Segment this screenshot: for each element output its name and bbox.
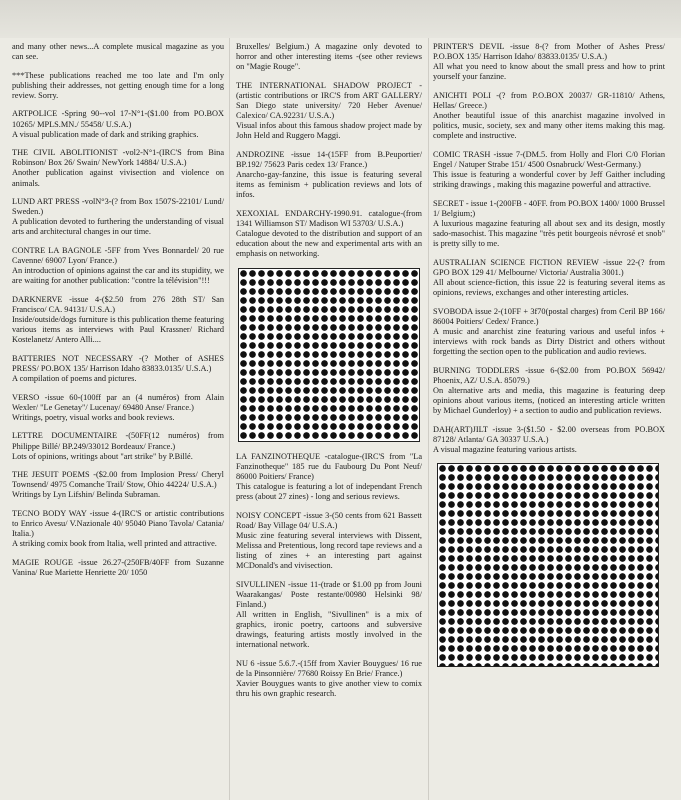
review-entry bbox=[433, 91, 665, 141]
entry-title: DARKNERVE -issue 4-($2.50 from 276 28th ST/ San Francisco/ CA. 94131/ U.S.A.) bbox=[12, 294, 224, 314]
column-middle-top bbox=[236, 42, 422, 259]
entry-body: A luxurious magazine featuring all about sex and its design, mostly sado-masochist. This magazine "très petit bourgeois névrosé et snob" is pretty silly to me. bbox=[433, 218, 665, 249]
review-entry bbox=[236, 150, 422, 200]
review-entry bbox=[236, 42, 422, 72]
entry-title: ANICHTI POLI -(? from P.O.BOX 20037/ GR-11810/ Athens, Hellas/ Greece.) bbox=[433, 90, 665, 110]
review-entry bbox=[12, 42, 224, 62]
entry-body: Writings by Lyn Lifshin/ Belinda Subraman. bbox=[12, 490, 161, 500]
entry-title: NU 6 -issue 5.6.7.-(15ff from Xavier Bouygues/ 16 rue de la Pinsonnière/ 77680 Roissy En Brie/ France.) bbox=[236, 658, 422, 679]
entry-body: All written in English, "Sivullinen" is a mix of graphics, ironic poetry, cartoons and subversive drawings, featuring artists mostly involved in the international network. bbox=[236, 610, 422, 650]
review-entry bbox=[12, 431, 224, 461]
entry-title: COMIC TRASH -issue 7-(DM.5. from Holly and Flori C/0 Florian Engel / Natuper Strabe 151/ 4500 Osnabruck/ West-Germany.) bbox=[433, 149, 665, 169]
review-entry bbox=[433, 258, 665, 298]
entry-body: Lots of opinions, writings about "art strike" by P.Billé. bbox=[12, 451, 193, 461]
review-entry bbox=[12, 470, 224, 500]
entry-body: Xavier Bouygues wants to give another view to comix thru his own graphic research. bbox=[236, 679, 422, 699]
entry-title: BURNING TODDLERS -issue 6-($2.00 from PO.BOX 56942/ Phoenix, AZ/ U.S.A. 85079.) bbox=[433, 365, 665, 385]
entry-title: CONTRE LA BAGNOLE -5FF from Yves Bonnardel/ 20 rue Cavenne/ 69007 Lyon/ France.) bbox=[12, 246, 224, 266]
entry-title: AUSTRALIAN SCIENCE FICTION REVIEW -issue 22-(? from GPO BOX 129 41/ Melbourne/ Victoria/ Australia 3001.) bbox=[433, 257, 665, 277]
entry-title: NOISY CONCEPT -issue 3-(50 cents from 621 Bassett Road/ Bay Village 04/ U.S.A.) bbox=[236, 510, 422, 530]
entry-title: MAGIE ROUGE -issue 26.27-(250FB/40FF from Suzanne Vanina/ Rue Mariette Henriette 20/ 1050 bbox=[12, 557, 224, 577]
entry-body: On alternative arts and media, this magazine is featuring deep opinions about various items, (noticed an interesting article written by Michael Gunderloy) + a section to audio and publication reviews. bbox=[433, 385, 665, 415]
column-gutter bbox=[428, 38, 429, 800]
review-entry bbox=[12, 148, 224, 188]
entry-body: Bruxelles/ Belgium.) A magazine only devoted to horror and other interesting items -(see other reviews on "Magie Rouge". bbox=[236, 42, 422, 72]
review-entry bbox=[433, 366, 665, 416]
entry-body: A visual magazine featuring various artists. bbox=[433, 444, 577, 454]
column-middle-bottom bbox=[236, 452, 422, 700]
entry-title: LA FANZINOTHEQUE -catalogue-(IRC'S from "La Fanzinotheque" 185 rue du Faubourg Du Pont Neuf/ 86000 Poitiers/ France) bbox=[236, 451, 422, 481]
entry-title: ARTPOLICE -Spring 90--vol 17-N°1-($1.00 from PO.BOX 10265/ MPLS.MN./ 55458/ U.S.A.) bbox=[12, 109, 224, 129]
review-entry bbox=[12, 354, 224, 384]
entry-body: Visual infos about this famous shadow project made by John Held and Ruggero Maggi. bbox=[236, 121, 422, 141]
review-entry bbox=[12, 393, 224, 423]
entry-title: ANDROZINE -issue 14-(15FF from B.Peuportier/ BP.192/ 75623 Paris cedex 13/ France.) bbox=[236, 149, 422, 169]
entry-body: All about science-fiction, this issue 22 is featuring several items as opinions, reviews, exchanges and other interesting articles. bbox=[433, 277, 665, 297]
checkerboard-image bbox=[437, 463, 659, 667]
entry-body: This issue is featuring a wonderful cover by Jeff Gaither including striking drawings , making this magazine powerful and attractive. bbox=[433, 170, 665, 190]
entry-body: A visual publication made of dark and striking graphics. bbox=[12, 129, 199, 139]
review-entry bbox=[236, 580, 422, 651]
entry-title: LUND ART PRESS -volN°3-(? from Box 1507S-22101/ Lund/ Sweden.) bbox=[12, 197, 224, 217]
review-entry bbox=[236, 511, 422, 572]
review-entry bbox=[236, 81, 422, 142]
entry-title: PRINTER'S DEVIL -issue 8-(? from Mother of Ashes Press/ P.O.BOX 135/ Harrison Idaho/ 83833.0135/ U.S.A.) bbox=[433, 42, 665, 62]
entry-title: LETTRE DOCUMENTAIRE -(50FF(12 numéros) from Philippe Billé/ BP.249/33012 Bordeaux/ France.) bbox=[12, 431, 224, 451]
entry-body: An introduction of opinions against the car and its stupidity, we are waiting for another publication: "contre la télévision"!!! bbox=[12, 266, 224, 286]
review-entry bbox=[433, 199, 665, 249]
entry-body: and many other news...A complete musical magazine as you can see. bbox=[12, 42, 224, 62]
entry-body: This catalogue is featuring a lot of independant French press (about 27 zines) - long and serious reviews. bbox=[236, 482, 422, 502]
entry-body: ***These publications reached me too late and I'm only publishing their addresses, not getting enough time for a long review. Sorry. bbox=[12, 70, 224, 100]
review-entry bbox=[12, 295, 224, 345]
entry-body: A compilation of poems and pictures. bbox=[12, 374, 137, 384]
review-entry bbox=[236, 659, 422, 699]
entry-body: Inside/outside/dogs furniture is this publication theme featuring various items as interviews with Paul Krassner/ Richard Kostelanetz/ Antero Alli.... bbox=[12, 315, 224, 345]
entry-body: Another publication against vivisection and violence on animals. bbox=[12, 168, 224, 188]
entry-title: SVOBODA issue 2-(10FF + 3f70(postal charges) from Ceril BP 166/ 86004 Poitiers/ Cedex/ France.) bbox=[433, 306, 665, 326]
checkerboard-image bbox=[238, 268, 420, 442]
column-gutter bbox=[229, 38, 230, 800]
entry-title: SIVULLINEN -issue 11-(trade or $1.00 pp from Jouni Waarakangas/ Poste restante/00980 Helsinki 98/ Finland.) bbox=[236, 579, 422, 609]
entry-title: THE CIVIL ABOLITIONIST -vol2-N°1-(IRC'S from Bina Robinson/ Box 26/ Swain/ NewYork 14884/ U.S.A.) bbox=[12, 148, 224, 168]
review-entry bbox=[12, 558, 224, 578]
review-entry bbox=[12, 246, 224, 286]
column-right-entries bbox=[433, 42, 665, 455]
column-left bbox=[12, 42, 224, 587]
entry-body: A music and anarchist zine featuring various and useful infos + interviews with rock bands as Dirty District and others without forgetting the section open to the publication and audio reviews. bbox=[433, 326, 665, 356]
entry-body: A publication devoted to furthering the understanding of visual arts and architectural changes in our time. bbox=[12, 217, 224, 237]
entry-title: THE INTERNATIONAL SHADOW PROJECT -(artistic contributions or IRC'S from ART GALLERY/ San Diego state university/ 720 Heber Avenue/ Calexico/ CA.92231/ U.S.A.) bbox=[236, 80, 422, 121]
review-entry bbox=[236, 452, 422, 502]
entry-body: Catalogue devoted to the distribution and support of an education about the new and experimental arts with an emphasis on networking. bbox=[236, 229, 422, 259]
entry-title: SECRET - issue 1-(200FB - 40FF. from PO.BOX 1400/ 1000 Brussel 1/ Belgium;) bbox=[433, 198, 665, 218]
entry-title: VERSO -issue 60-(100ff par an (4 numéros) from Alain Wexler/ "Le Genetay"/ Lucenay/ 69480 Anse/ France.) bbox=[12, 392, 224, 412]
entry-title: XEXOXIAL ENDARCHY-1990.91. catalogue-(from 1341 Williamson ST/ Madison WI 53703/ U.S.A.) bbox=[236, 208, 422, 228]
review-entry bbox=[12, 197, 224, 237]
entry-title: TECNO BODY WAY -issue 4-(IRC'S or artistic contributions to Enrico Avesu/ V.Nazionale 40/ 95040 Piano Tavola/ Catania/ Italia.) bbox=[12, 508, 224, 539]
entry-body: Anarcho-gay-fanzine, this issue is featuring several items as feminism + publication reviews and lots of infos. bbox=[236, 170, 422, 200]
review-entry bbox=[12, 109, 224, 139]
column-right bbox=[433, 42, 665, 667]
entry-body: All what you need to know about the small press and how to print yourself your fanzine. bbox=[433, 62, 665, 82]
entry-body: Music zine featuring several interviews with Dissent, Melissa and Pretentious, long record tape reviews and a listing of zines + an interesting part against MCDonald's and vivisection. bbox=[236, 530, 422, 571]
entry-body: Another beautiful issue of this anarchist magazine involved in politics, music, society, sex and many other items making this mag. complete and instructive. bbox=[433, 111, 665, 141]
scanned-header-strip bbox=[0, 0, 681, 38]
review-entry bbox=[12, 509, 224, 549]
column-middle bbox=[236, 42, 422, 708]
review-entry bbox=[433, 425, 665, 455]
entry-body: Writings, poetry, visual works and book reviews. bbox=[12, 412, 175, 422]
review-entry bbox=[236, 209, 422, 259]
review-entry bbox=[433, 150, 665, 190]
entry-body: A striking comix book from Italia, well printed and attractive. bbox=[12, 539, 217, 549]
review-entry bbox=[12, 71, 224, 101]
review-entry bbox=[433, 42, 665, 82]
review-entry bbox=[433, 307, 665, 357]
entry-title: BATTERIES NOT NECESSARY -(? Mother of ASHES PRESS/ PO.BOX 135/ Harrison Idaho 83833.0135/ U.S.A.) bbox=[12, 353, 224, 373]
entry-title: THE JESUIT POEMS -($2.00 from Implosion Press/ Cheryl Townsend/ 4975 Comanche Trail/ Stow, Ohio 44224/ U.S.A.) bbox=[12, 470, 224, 490]
entry-title: DAH(ART)JILT -issue 3-($1.50 - $2.00 overseas from PO.BOX 87128/ Atlanta/ GA 30337 U.S.A.) bbox=[433, 424, 665, 444]
